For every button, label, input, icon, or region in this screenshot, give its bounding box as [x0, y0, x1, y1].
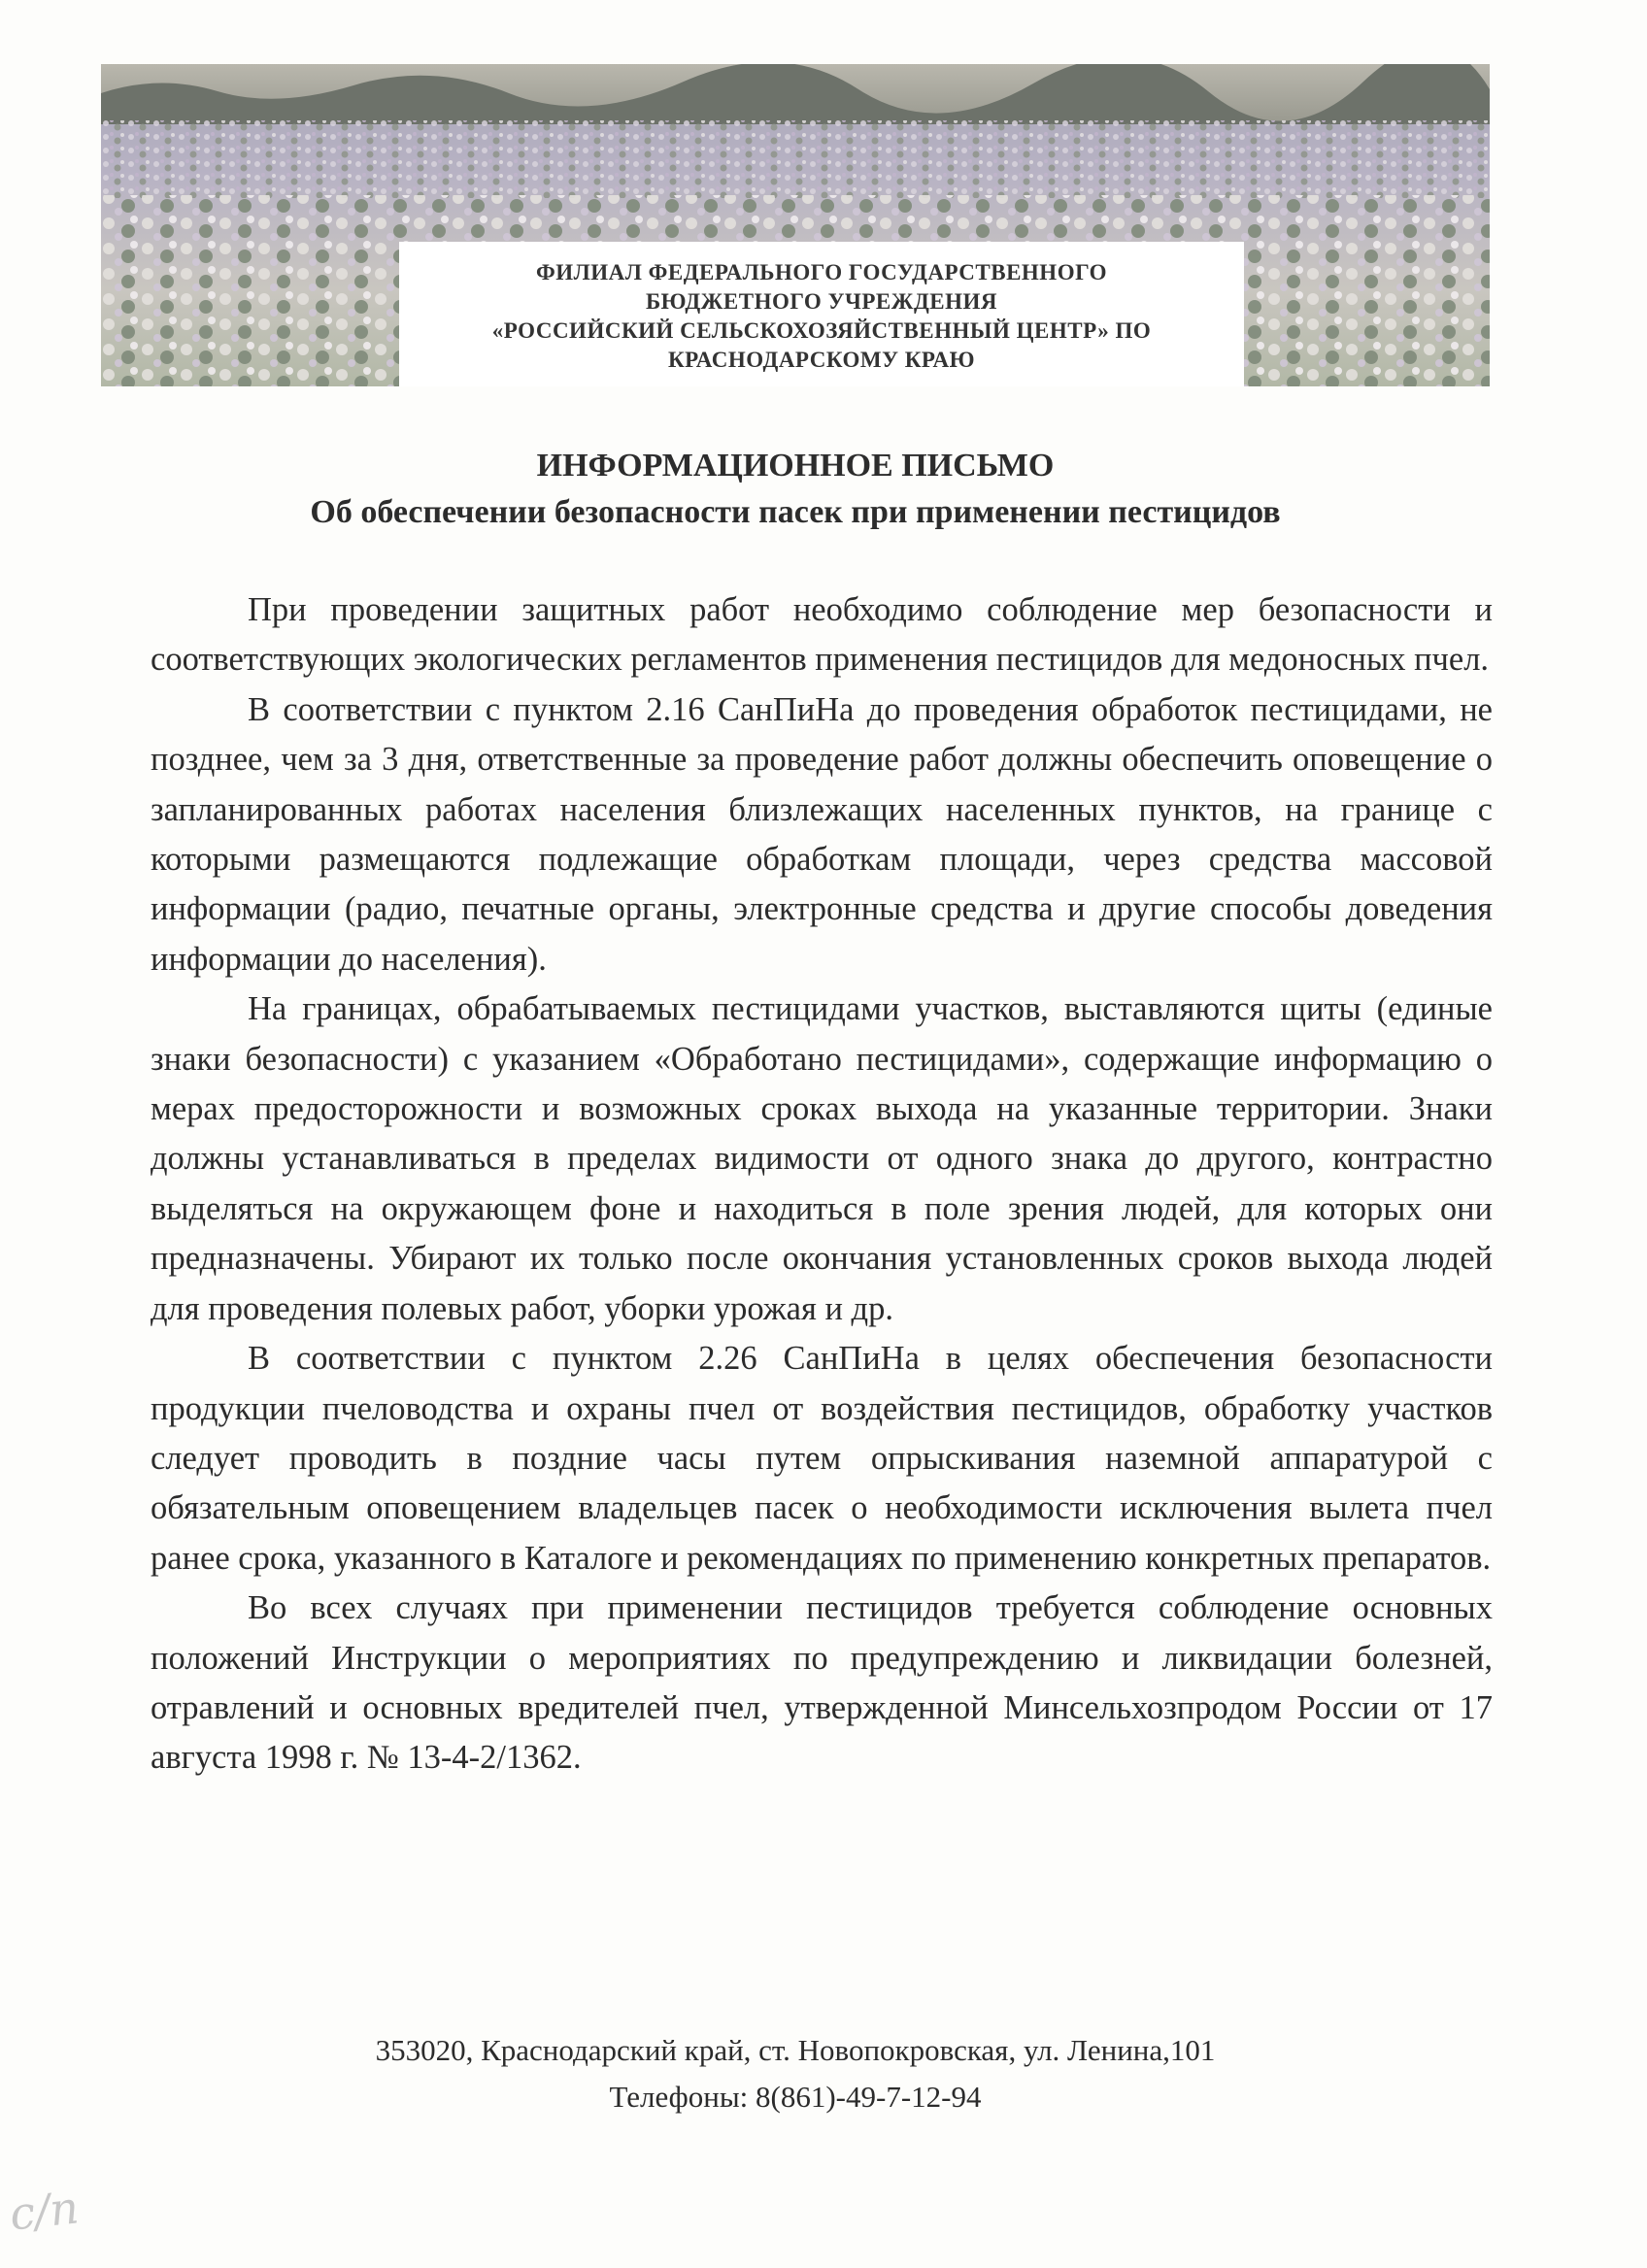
- title-line-2: Об обеспечении безопасности пасек при применении пестицидов: [310, 494, 1281, 530]
- org-line-4: КРАСНОДАРСКОМУ КРАЮ: [668, 348, 975, 372]
- org-line-1: ФИЛИАЛ ФЕДЕРАЛЬНОГО ГОСУДАРСТВЕННОГО: [535, 260, 1108, 284]
- org-line-2: БЮДЖЕТНОГО УЧРЕЖДЕНИЯ: [645, 289, 998, 314]
- org-line-3: «РОССИЙСКИЙ СЕЛЬСКОХОЗЯЙСТВЕННЫЙ ЦЕНТР» ПО: [491, 318, 1152, 343]
- paragraph-1: При проведении защитных работ необходимо соблюдение мер безопасности и соответствующих экологических регламентов применения пестицидов для медоносных пчел.: [151, 591, 1493, 679]
- title-line-1: ИНФОРМАЦИОННОЕ ПИСЬМО: [536, 448, 1055, 484]
- paragraph-4: В соответствии с пунктом 2.26 СанПиНа в целях обеспечения безопасности продукции пчеловодства и охраны пчел от воздействия пестицидов, обработку участков следует проводить в поздние часы путем опрыскивания наземной аппаратурой с обязательным оповещением владельцев пасек о необходимости исключения вылета пчел ранее срока, указанного в Каталоге и рекомендациях по применению конкретных препаратов.: [151, 1340, 1493, 1577]
- letter-body: [151, 585, 1493, 1784]
- handwritten-note-text: с/п: [7, 2181, 82, 2241]
- paragraph-5: Во всех случаях при применении пестицидов требуется соблюдение основных положений Инструкции о мероприятиях по предупреждению и ликвидации болезней, отравлений и основных вредителей пчел, утвержденной Минсельхозпродом России от 17 августа 1998 г. № 13-4-2/1362.: [151, 1589, 1493, 1777]
- organization-name: [399, 242, 1244, 386]
- phones: Телефоны: 8(861)-49-7-12-94: [609, 2080, 982, 2114]
- paragraph-3: На границах, обрабатываемых пестицидами участков, выставляются щиты (единые знаки безопасности) с указанием «Обработано пестицидами», содержащие информацию о мерах предосторожности и возможных сроках выхода на указанные территории. Знаки должны устанавливаться в пределах видимости от одного знака до другого, контрастно выделяться на окружающем фоне и находиться в поле зрения людей, для которых они предназначены. Убирают их только после окончания установленных сроков выхода людей для проведения полевых работ, уборки урожая и др.: [151, 990, 1493, 1327]
- address: 353020, Краснодарский край, ст. Новопокровская, ул. Ленина,101: [375, 2033, 1216, 2067]
- document-title: [101, 443, 1490, 536]
- paragraph-2: В соответствии с пунктом 2.16 СанПиНа до проведения обработок пестицидами, не позднее, чем за 3 дня, ответственные за проведение работ должны обеспечить оповещение о запланированных работах населения близлежащих населенных пунктов, на границе с которыми размещаются подлежащие обработкам площади, через средства массовой информации (радио, печатные органы, электронные средства и другие способы доведения информации до населения).: [151, 690, 1493, 978]
- contact-footer: [101, 2027, 1490, 2120]
- header-banner: [101, 64, 1490, 386]
- handwritten-note: [7, 2181, 81, 2240]
